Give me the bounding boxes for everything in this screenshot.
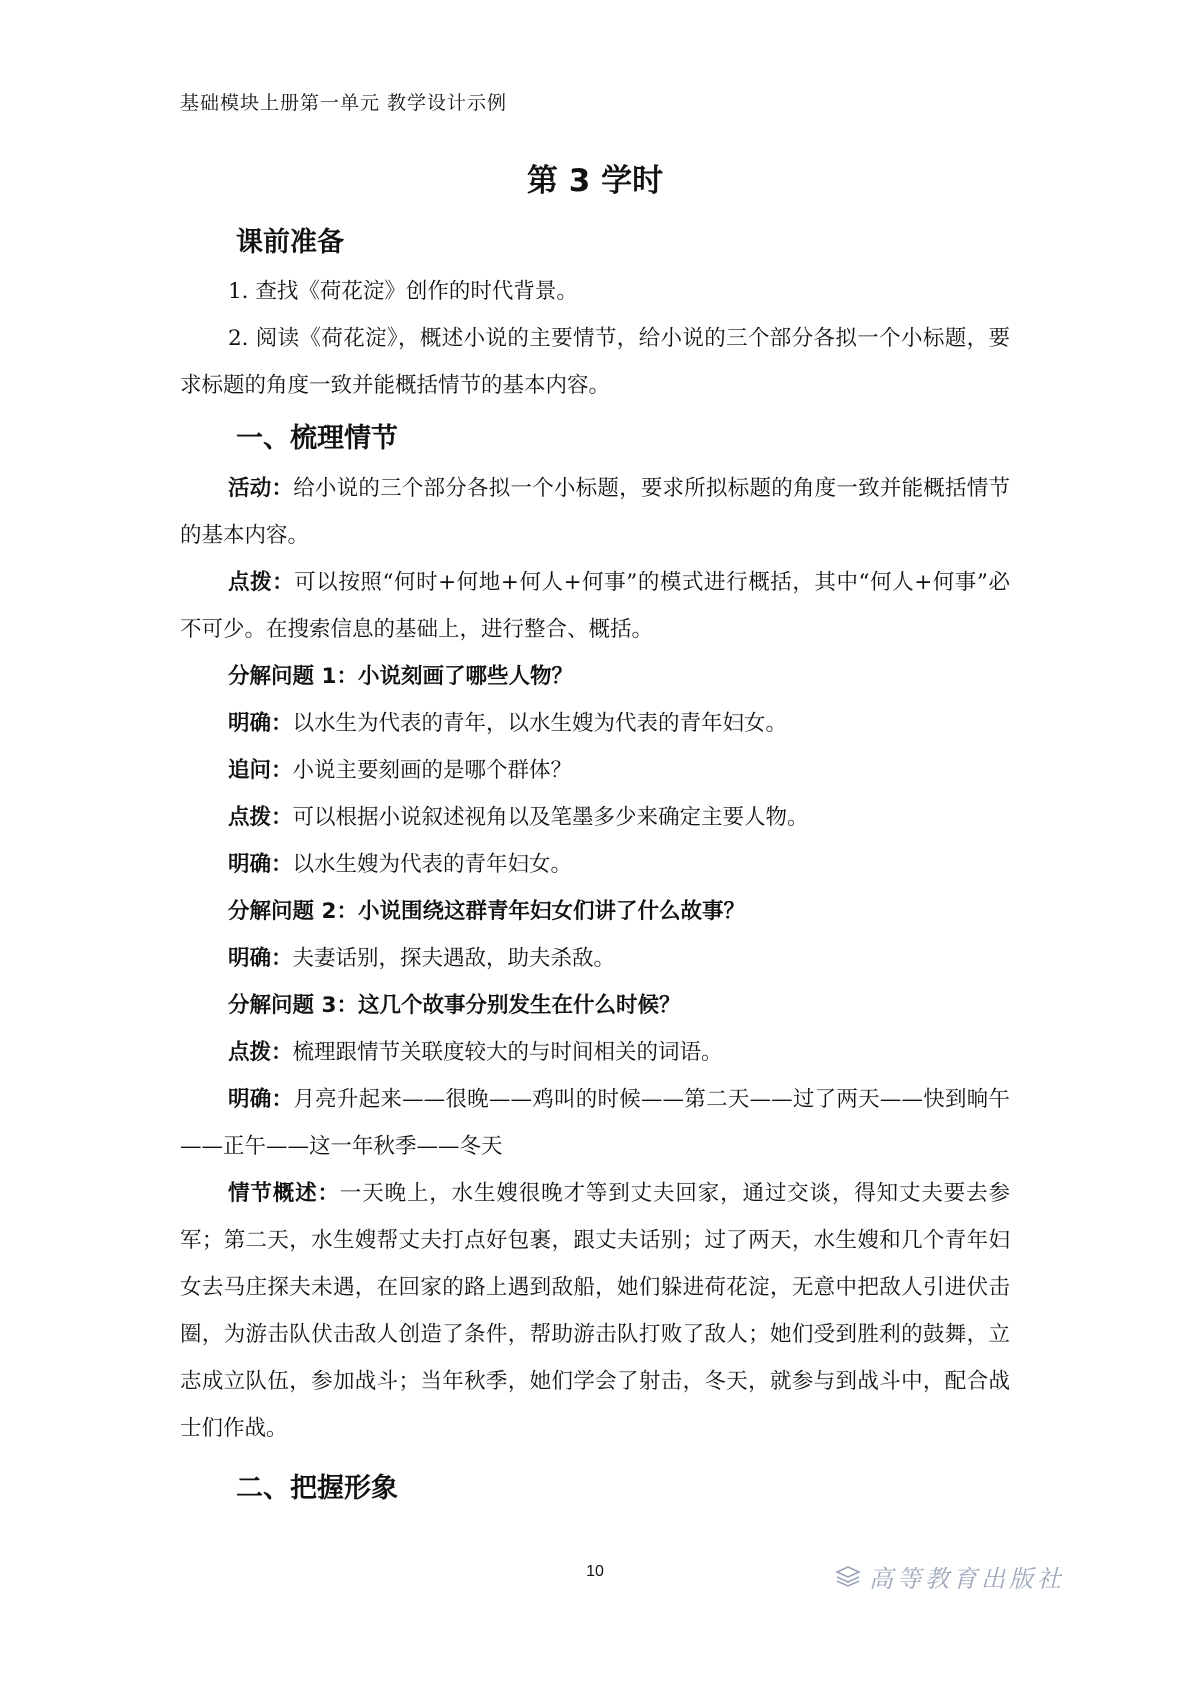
text: 夫妻话别，探夫遇敌，助夫杀敌。 bbox=[292, 946, 616, 971]
heading-character: 二、把握形象 bbox=[236, 1473, 398, 1504]
label: 明确： bbox=[228, 852, 293, 877]
question-text: 分解问题 1：小说刻画了哪些人物？ bbox=[228, 664, 573, 689]
text: 梳理跟情节关联度较大的与时间相关的词语。 bbox=[292, 1040, 723, 1065]
paragraph-plot-summary bbox=[180, 1170, 1010, 1452]
text: 月亮升起来——很晚——鸡叫的时候——第二天——过了两天——快到晌午——正午——这一年秋季——冬天 bbox=[180, 1087, 1010, 1159]
text: 一天晚上，水生嫂很晚才等到丈夫回家，通过交谈，得知丈夫要去参军；第二天，水生嫂帮丈夫打点好包裹，跟丈夫话别；过了两天，水生嫂和几个青年妇女去马庄探夫未遇，在回家的路上遇到敌船，她们躲进荷花淀，无意中把敌人引进伏击圈，为游击队伏击敌人创造了条件，帮助游击队打败了敌人；她们受到胜利的鼓舞，立志成立队伍，参加战斗；当年秋季，她们学会了射击，冬天，就参与到战斗中，配合战士们作战。 bbox=[180, 1181, 1010, 1441]
label: 明确： bbox=[228, 1087, 294, 1112]
paragraph-hint-1 bbox=[180, 559, 1010, 653]
text: 以水生为代表的青年，以水生嫂为代表的青年妇女。 bbox=[292, 711, 788, 736]
paragraph-activity bbox=[180, 465, 1010, 559]
label: 点拨： bbox=[228, 1040, 293, 1065]
page-number: 10 bbox=[586, 1563, 604, 1580]
text: 小说主要刻画的是哪个群体？ bbox=[292, 758, 573, 783]
label: 明确： bbox=[228, 946, 293, 971]
label: 活动： bbox=[228, 476, 294, 501]
prep-item-1: 1. 查找《荷花淀》创作的时代背景。 bbox=[228, 279, 578, 304]
question-text: 分解问题 3：这几个故事分别发生在什么时候？ bbox=[228, 993, 681, 1018]
text: 可以根据小说叙述视角以及笔墨多少来确定主要人物。 bbox=[292, 805, 809, 830]
question-1 bbox=[180, 653, 1010, 700]
paragraph-hint-3 bbox=[180, 1029, 1010, 1076]
question-2 bbox=[180, 888, 1010, 935]
running-header: 基础模块上册第一单元 教学设计示例 bbox=[180, 92, 508, 114]
paragraph-answer-1 bbox=[180, 700, 1010, 747]
publisher-mark bbox=[835, 1559, 1065, 1594]
question-3 bbox=[180, 982, 1010, 1029]
text: 可以按照“何时+何地+何人+何事”的模式进行概括，其中“何人+何事”必不可少。在搜索信息的基础上，进行整合、概括。 bbox=[180, 570, 1010, 642]
page-title: 第 3 学时 bbox=[526, 163, 664, 199]
label: 点拨： bbox=[228, 570, 295, 595]
label: 明确： bbox=[228, 711, 293, 736]
paragraph-answer-4 bbox=[180, 1076, 1010, 1170]
heading-plot: 一、梳理情节 bbox=[236, 423, 398, 454]
question-text: 分解问题 2：小说围绕这群青年妇女们讲了什么故事？ bbox=[228, 899, 745, 924]
publisher-name: 高等教育出版社 bbox=[869, 1565, 1065, 1593]
publisher-logo-icon bbox=[835, 1566, 861, 1588]
prep-item-2: 2. 阅读《荷花淀》，概述小说的主要情节，给小说的三个部分各拟一个小标题，要求标题的角度一致并能概括情节的基本内容。 bbox=[180, 326, 1010, 398]
label: 点拨： bbox=[228, 805, 293, 830]
label: 追问： bbox=[228, 758, 293, 783]
paragraph-followup bbox=[180, 747, 1010, 794]
paragraph-answer-3 bbox=[180, 935, 1010, 982]
label: 情节概述： bbox=[228, 1181, 340, 1206]
text: 以水生嫂为代表的青年妇女。 bbox=[292, 852, 573, 877]
paragraph-answer-2 bbox=[180, 841, 1010, 888]
paragraph-hint-2 bbox=[180, 794, 1010, 841]
heading-prep: 课前准备 bbox=[236, 227, 344, 258]
text: 给小说的三个部分各拟一个小标题，要求所拟标题的角度一致并能概括情节的基本内容。 bbox=[180, 476, 1010, 548]
